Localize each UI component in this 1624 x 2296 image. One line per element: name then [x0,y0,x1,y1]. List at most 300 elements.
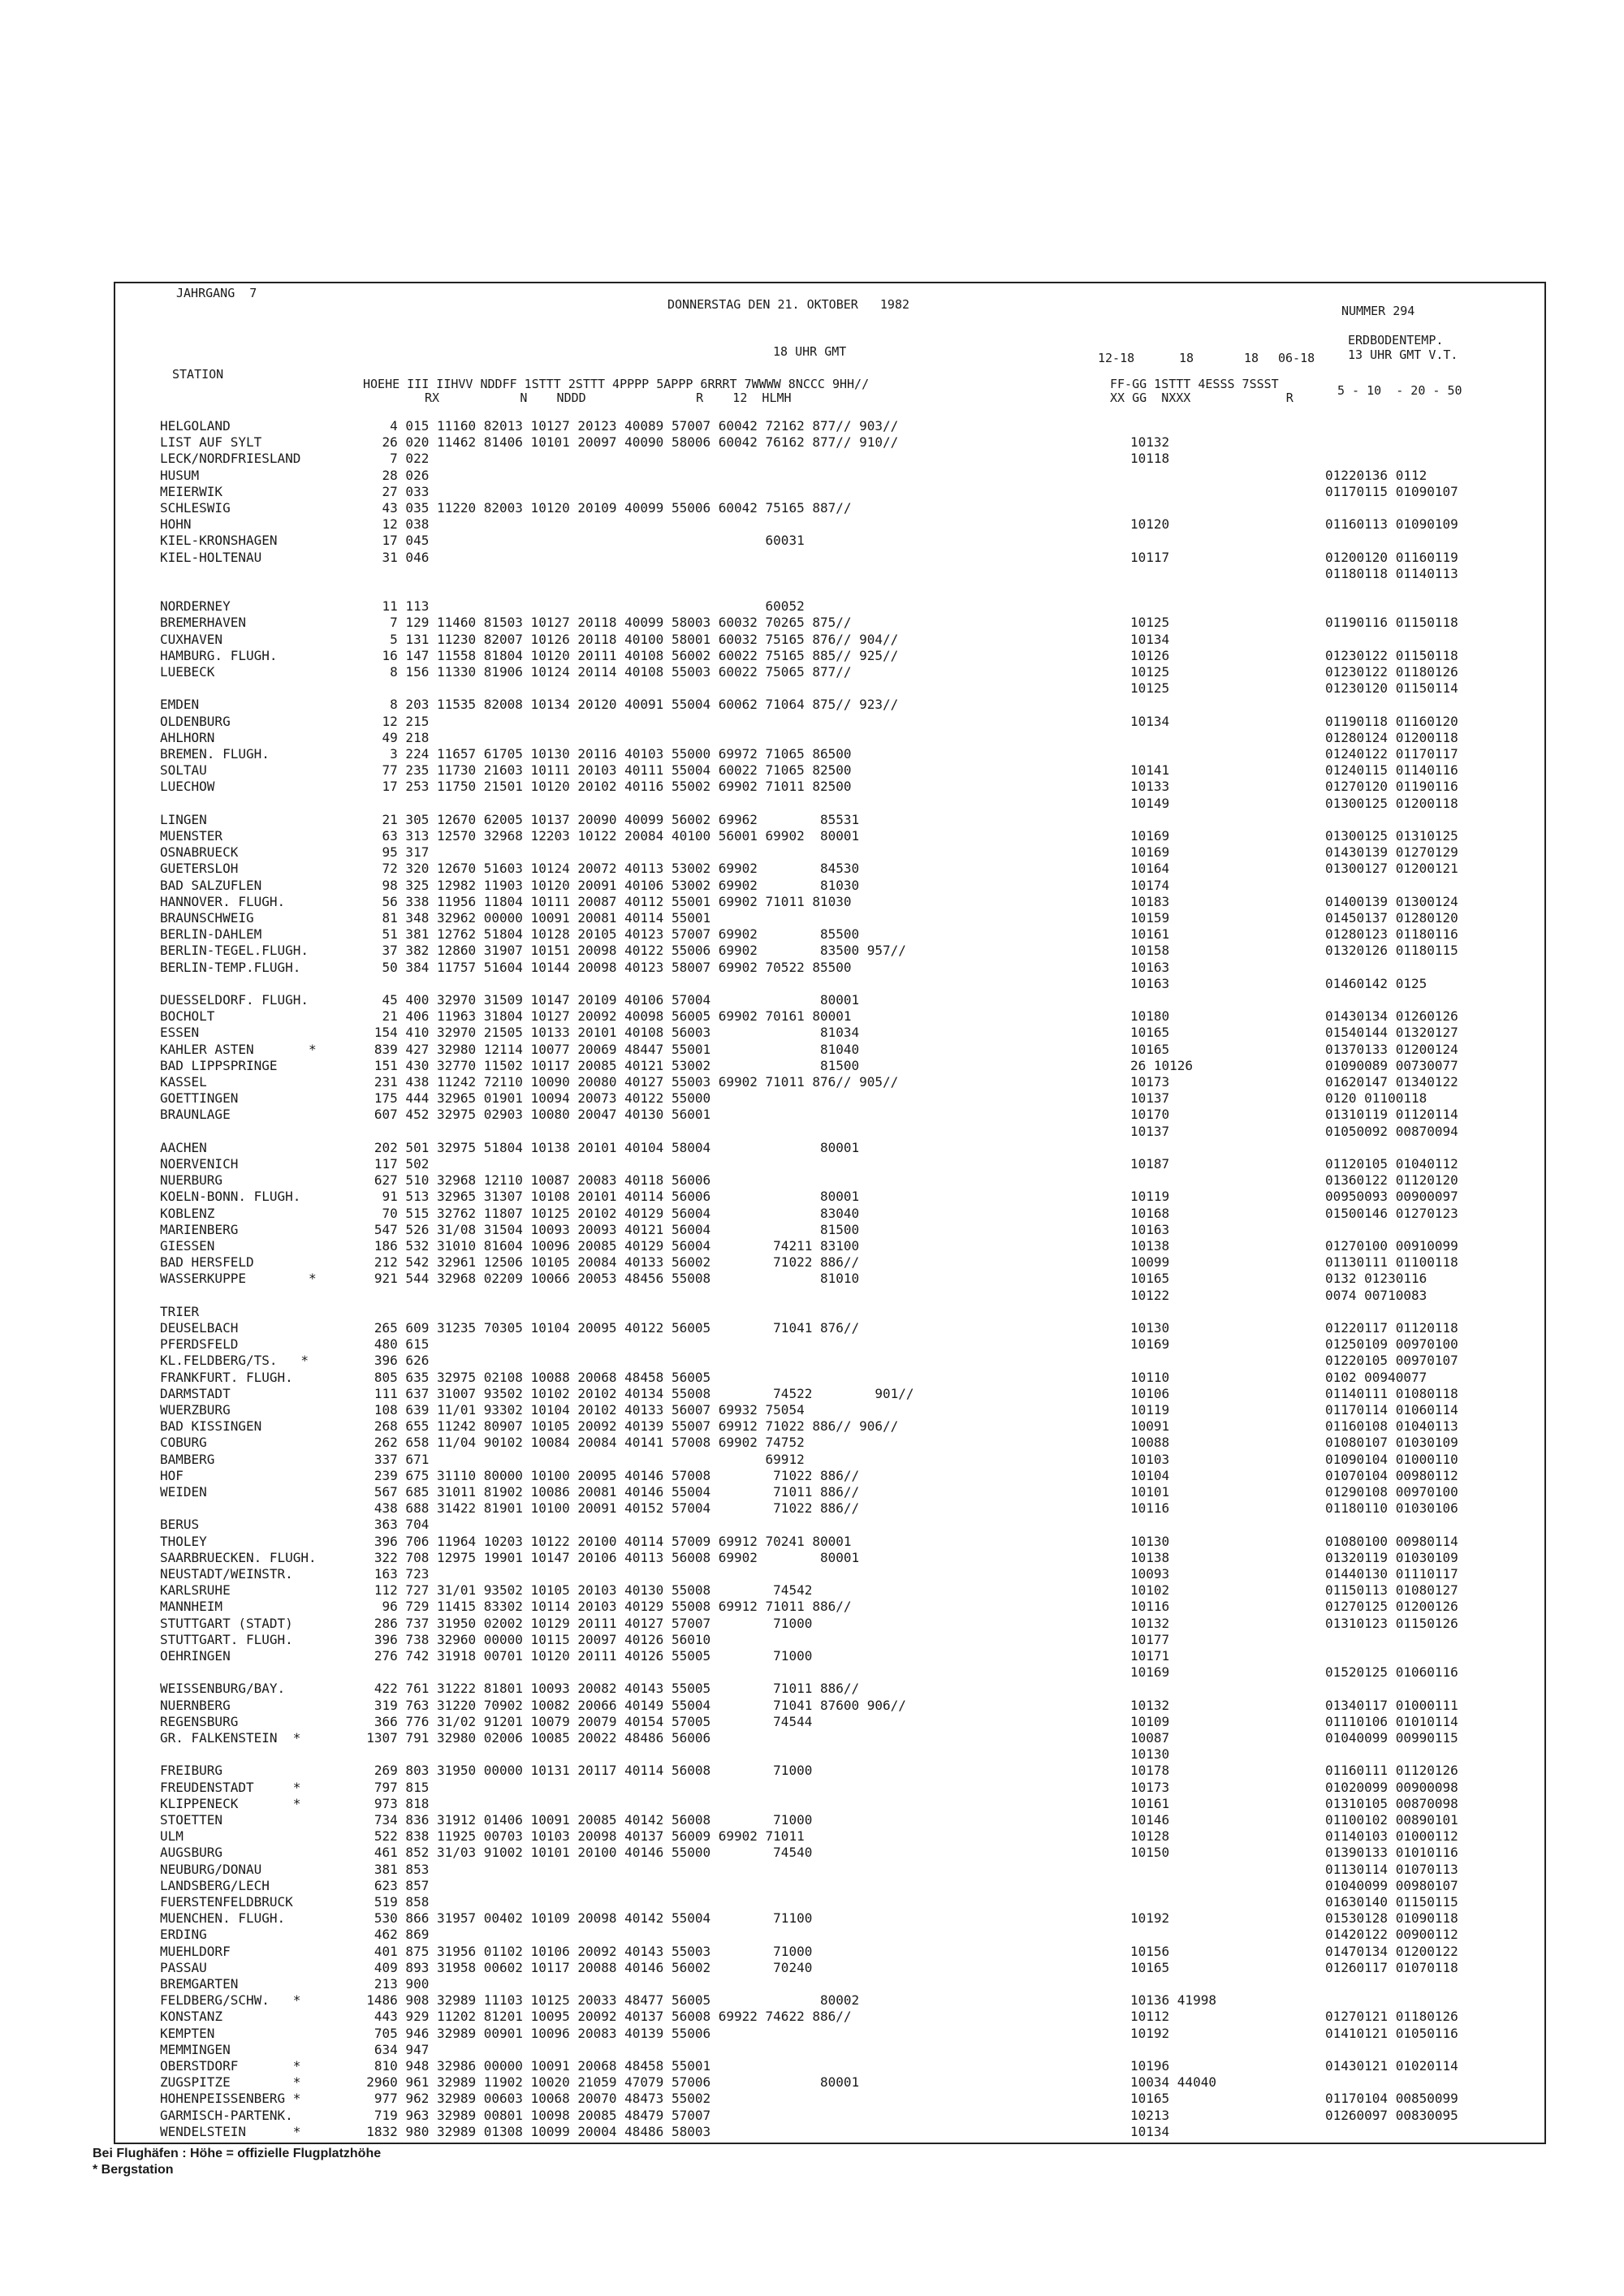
station-name: ZUGSPITZE * [160,2074,301,2091]
soil-temperature: 01280123 01180116 [1325,926,1458,943]
wind-gust-groups: 10169 [1130,828,1170,844]
wind-gust-groups: 10116 [1130,1599,1170,1615]
table-row [115,2074,1544,2091]
wind-gust-groups: 10132 [1130,434,1170,451]
station-name: KARLSRUHE [160,1582,231,1599]
station-name: BAD LIPPSPRINGE [160,1057,278,1073]
observation-groups: 112 727 31/01 93502 10105 20103 40130 55008 74542 [351,1582,813,1599]
station-name: MANNHEIM [160,1599,223,1615]
observation-groups: 8 203 11535 82008 10134 20120 40091 55004 60062 71064 875// 923// [351,697,899,713]
footnote-mountain-station: * Bergstation [93,2163,174,2177]
wind-gust-groups: 10196 [1130,2058,1170,2074]
observation-groups: 7 129 11460 81503 10127 20118 40099 58003 60032 70265 875// [351,615,852,631]
station-name: MEMMINGEN [160,2041,231,2057]
station-name: WEIDEN [160,1484,207,1500]
observation-groups: 21 406 11963 31804 10127 20092 40098 56005 69902 70161 80001 [351,1008,852,1025]
wind-gust-groups: 10213 [1130,2107,1170,2123]
wind-gust-groups: 10093 [1130,1566,1170,1582]
observation-groups: 239 675 31110 80000 10100 20095 40146 57008 71022 886// [351,1467,860,1483]
wind-gust-groups: 10126 [1130,647,1170,663]
observation-groups: 31 046 [351,549,430,565]
station-name: KLIPPENECK * [160,1795,301,1811]
table-row [115,893,1544,910]
observation-groups: 186 532 31010 81604 10096 20085 40129 56004 74211 83100 [351,1238,860,1254]
table-row [115,1811,1544,1828]
table-row [115,827,1544,844]
table-row [115,532,1544,549]
observation-groups: 108 639 11/01 93302 10104 20102 40133 56007 69932 75054 [351,1402,805,1418]
station-name: REGENSBURG [160,1713,239,1729]
year-label: JAHRGANG 7 [176,286,257,300]
table-row [115,1090,1544,1107]
table-row [115,1500,1544,1517]
station-name: BAMBERG [160,1451,215,1467]
table-row [115,1877,1544,1894]
wind-gust-groups: 10128 [1130,1828,1170,1845]
observation-groups: 3 224 11657 61705 10130 20116 40103 55000 69972 71065 86500 [351,746,852,762]
station-name: GR. FALKENSTEIN * [160,1730,301,1746]
observation-groups: 17 045 60031 [351,533,805,549]
table-row [115,1516,1544,1533]
table-row [115,434,1544,451]
soil-temperature: 01170114 01060114 [1325,1402,1458,1418]
wind-gust-groups: 10171 [1130,1648,1170,1664]
table-row [115,614,1544,631]
station-name: LECK/NORDFRIESLAND [160,451,301,467]
report-frame [93,282,1546,2177]
soil-temperature: 01150113 01080127 [1325,1582,1458,1599]
table-row [115,417,1544,434]
observation-groups: 623 857 [351,1877,430,1893]
wind-gust-groups: 10174 [1130,877,1170,893]
table-row [115,565,1544,582]
station-name: MUENSTER [160,828,223,844]
soil-temperature: 01130114 01070113 [1325,1861,1458,1877]
table-row [115,860,1544,877]
observation-groups: 810 948 32986 00000 10091 20068 48458 55001 [351,2058,711,2074]
observation-groups: 8 156 11330 81906 10124 20114 40108 55003 60022 75065 877// [351,664,852,680]
table-row [115,1844,1544,1861]
col-18b: 18 [1244,351,1259,365]
wind-gust-groups: 10169 [1130,844,1170,861]
table-row [115,1598,1544,1615]
soil-temperature: 01180110 01030106 [1325,1500,1458,1517]
table-row [115,991,1544,1008]
station-name: AACHEN [160,1139,207,1155]
obs-heading-2: RX N NDDD R 12 HLMH [425,391,792,405]
station-name: FRANKFURT. FLUGH. [160,1369,293,1385]
wind-gust-groups: 10137 [1130,1123,1170,1139]
soil-temperature: 01170115 01090107 [1325,483,1458,499]
observation-groups: 262 658 11/04 90102 10084 20084 40141 57008 69902 74752 [351,1435,805,1451]
observation-groups: 5 131 11230 82007 10126 20118 40100 58001 60032 75165 876// 904// [351,631,899,647]
table-row [115,1943,1544,1960]
soil-temperature: 01080100 00980114 [1325,1533,1458,1549]
table-row [115,1959,1544,1976]
table-row [115,942,1544,959]
station-name: WASSERKUPPE * [160,1271,317,1287]
wind-gust-groups: 10134 [1130,713,1170,729]
soil-temperature: 01290108 00970100 [1325,1484,1458,1500]
station-name: BRAUNSCHWEIG [160,910,254,926]
observation-groups: 111 637 31007 93502 10102 20102 40134 55008 74522 901// [351,1385,914,1401]
observation-groups: 202 501 32975 51804 10138 20101 40104 58004 80001 [351,1139,860,1155]
observation-groups: 530 866 31957 00402 10109 20098 40142 55004 71100 [351,1910,813,1927]
wind-gust-groups: 10104 [1130,1467,1170,1483]
table-row [115,1221,1544,1238]
soil-temperature: 01620147 01340122 [1325,1074,1458,1090]
soil-temp-time: 13 UHR GMT V.T. [1348,347,1458,362]
table-row [115,1565,1544,1582]
observation-groups: 81 348 32962 00000 10091 20081 40114 55001 [351,910,711,926]
station-name: OSNABRUECK [160,844,239,861]
observation-groups: 607 452 32975 02903 10080 20047 40130 56001 [351,1107,711,1123]
table-row [115,1664,1544,1681]
table-row [115,729,1544,746]
soil-temperature: 01220136 0112 [1325,467,1427,483]
observation-groups: 91 513 32965 31307 10108 20101 40114 56006 80001 [351,1189,860,1205]
observation-groups: 1307 791 32980 02006 10085 20022 48486 56006 [351,1730,711,1746]
observation-groups: 363 704 [351,1517,430,1533]
station-name: SOLTAU [160,762,207,779]
observation-groups: 337 671 69912 [351,1451,805,1467]
table-row [115,811,1544,828]
wind-gust-groups: 10132 [1130,1697,1170,1713]
table-row [115,1270,1544,1287]
station-name: MARIENBERG [160,1221,239,1237]
table-row [115,499,1544,516]
wind-gust-groups: 10102 [1130,1582,1170,1599]
wind-gust-groups: 10106 [1130,1385,1170,1401]
soil-temperature: 01110106 01010114 [1325,1713,1458,1729]
station-name: WENDELSTEIN * [160,2123,301,2139]
soil-temperature: 01070104 00980112 [1325,1467,1458,1483]
table-row [115,1615,1544,1632]
wind-gust-groups: 10130 [1130,1320,1170,1336]
soil-temperature: 01100102 00890101 [1325,1812,1458,1828]
station-name: KAHLER ASTEN * [160,1041,317,1057]
soil-temperature: 01520125 01060116 [1325,1664,1458,1681]
wind-gust-groups: 10168 [1130,1205,1170,1221]
observation-groups: 28 026 [351,467,430,483]
table-row [115,1975,1544,1992]
wind-gust-groups: 10150 [1130,1845,1170,1861]
col-12-18: 12-18 [1098,351,1135,365]
table-row [115,2025,1544,2042]
observation-groups: 21 305 12670 62005 10137 20090 40099 56002 69962 85531 [351,811,860,827]
wind-gust-groups: 10134 [1130,631,1170,647]
table-row [115,1746,1544,1763]
table-row [115,696,1544,713]
soil-temperature: 01180118 01140113 [1325,565,1458,581]
wind-gust-groups: 10165 [1130,1271,1170,1287]
observation-groups: 11 113 60052 [351,598,805,615]
soil-temperature: 01320126 01180115 [1325,943,1458,959]
wind-gust-groups: 10125 [1130,615,1170,631]
table-row [115,1713,1544,1730]
station-name: OLDENBURG [160,713,231,729]
wind-gust-groups: 10138 [1130,1238,1170,1254]
station-name: DUESSELDORF. FLUGH. [160,992,309,1008]
soil-temperature: 01340117 01000111 [1325,1697,1458,1713]
table-row [115,1336,1544,1353]
table-row [115,959,1544,976]
station-name: BREMEN. FLUGH. [160,746,270,762]
station-name: LIST AUF SYLT [160,434,262,451]
wind-gust-groups: 10163 [1130,975,1170,991]
issue-number: NUMMER 294 [1341,304,1415,318]
observation-groups: 522 838 11925 00703 10103 20098 40137 56009 69902 71011 [351,1828,805,1845]
observation-groups: 268 655 11242 80907 10105 20092 40139 55007 69912 71022 886// 906// [351,1418,899,1435]
observation-groups: 286 737 31950 02002 10129 20111 40127 57007 71000 [351,1615,813,1631]
wind-gust-groups: 10133 [1130,779,1170,795]
observation-groups: 627 510 32968 12110 10087 20083 40118 56006 [351,1172,711,1189]
wind-gust-groups: 10173 [1130,1074,1170,1090]
table-row [115,926,1544,943]
table-row [115,1287,1544,1304]
observation-groups: 381 853 [351,1861,430,1877]
table-row [115,1024,1544,1041]
observation-groups: 269 803 31950 00000 10131 20117 40114 56008 71000 [351,1763,813,1779]
soil-temperature: 01050092 00870094 [1325,1123,1458,1139]
wind-gust-groups: 10192 [1130,1910,1170,1927]
observation-groups: 977 962 32989 00603 10068 20070 48473 55002 [351,2091,711,2107]
observation-groups: 480 615 [351,1336,430,1353]
observation-groups: 98 325 12982 11903 10120 20091 40106 53002 69902 81030 [351,877,860,893]
table-row [115,1451,1544,1468]
station-name: BAD HERSFELD [160,1254,254,1271]
table-row [115,2041,1544,2058]
observation-groups: 45 400 32970 31509 10147 20109 40106 57004 80001 [351,992,860,1008]
wind-gust-groups: 10122 [1130,1287,1170,1303]
table-row [115,1861,1544,1878]
observation-groups: 212 542 32961 12506 10105 20084 40133 56002 71022 886// [351,1254,860,1271]
soil-temperature: 01230120 01150114 [1325,680,1458,697]
col-06-18: 06-18 [1278,351,1315,365]
wind-gust-groups: 10119 [1130,1402,1170,1418]
table-row [115,1254,1544,1271]
station-name: GIESSEN [160,1238,215,1254]
station-name: DARMSTADT [160,1385,231,1401]
table-row [115,762,1544,779]
table-row [115,877,1544,894]
table-row [115,516,1544,533]
soil-temperature: 0120 01100118 [1325,1090,1427,1107]
soil-temperature: 01410121 01050116 [1325,2025,1458,2041]
soil-temperature: 01020099 00900098 [1325,1779,1458,1795]
wind-gust-groups: 10161 [1130,1795,1170,1811]
table-row [115,1205,1544,1222]
station-name: LUEBECK [160,664,215,680]
wind-gust-groups: 10110 [1130,1369,1170,1385]
table-row [115,1303,1544,1320]
wind-gust-groups: 10130 [1130,1746,1170,1763]
wind-gust-groups: 10112 [1130,2009,1170,2025]
table-row [115,1483,1544,1500]
wind-gust-groups: 10130 [1130,1533,1170,1549]
observation-groups: 634 947 [351,2041,430,2057]
table-row [115,1762,1544,1779]
observation-groups: 7 022 [351,451,430,467]
station-name: LANDSBERG/LECH [160,1877,270,1893]
table-row [115,1369,1544,1386]
station-name: DEUSELBACH [160,1320,239,1336]
station-name: HOF [160,1467,184,1483]
observation-groups: 265 609 31235 70305 10104 20095 40122 56005 71041 876// [351,1320,860,1336]
soil-temperature: 0132 01230116 [1325,1271,1427,1287]
soil-temperature: 01200120 01160119 [1325,549,1458,565]
col-18a: 18 [1179,351,1194,365]
wind-gust-groups: 10103 [1130,1451,1170,1467]
observation-groups: 154 410 32970 21505 10133 20101 40108 56003 81034 [351,1025,860,1041]
table-row [115,663,1544,680]
observation-groups: 27 033 [351,483,430,499]
station-name: KOBLENZ [160,1205,215,1221]
table-row [115,778,1544,795]
wind-gust-groups: 10165 [1130,1041,1170,1057]
observation-groups: 95 317 [351,844,430,861]
obs-time-heading: 18 UHR GMT [773,344,847,359]
wind-gust-groups: 10177 [1130,1631,1170,1647]
soil-temperature: 01230122 01150118 [1325,647,1458,663]
wind-gust-groups: 10136 41998 [1130,1992,1216,2009]
wind-gust-groups: 10120 [1130,516,1170,533]
station-name: MUEHLDORF [160,1943,231,1959]
table-row [115,1352,1544,1369]
soil-temperature: 01420122 00900112 [1325,1927,1458,1943]
observation-groups: 4 015 11160 82013 10127 20123 40089 57007 60042 72162 877// 903// [351,418,899,434]
soil-temp-heading: ERDBODENTEMP. [1348,333,1444,347]
observation-groups: 49 218 [351,729,430,745]
station-name: GOETTINGEN [160,1090,239,1107]
wind-gust-groups: 10091 [1130,1418,1170,1435]
station-name: KEMPTEN [160,2025,215,2041]
observation-groups: 567 685 31011 81902 10086 20081 40146 55004 71011 886// [351,1484,860,1500]
observation-groups: 409 893 31958 00602 10117 20088 40146 56002 70240 [351,1959,813,1975]
observation-groups: 366 776 31/02 91201 10079 20079 40154 57005 74544 [351,1713,813,1729]
table-row [115,1008,1544,1025]
table-row [115,795,1544,812]
station-name: WEISSENBURG/BAY. [160,1681,286,1697]
station-name: PFERDSFELD [160,1336,239,1353]
station-name: BOCHOLT [160,1008,215,1025]
table-row [115,1828,1544,1845]
station-name: NEUBURG/DONAU [160,1861,262,1877]
soil-temperature: 01500146 01270123 [1325,1205,1458,1221]
wind-gust-groups: 10183 [1130,893,1170,909]
table-row [115,1729,1544,1746]
wind-gust-groups: 10101 [1130,1484,1170,1500]
station-name: STUTTGART. FLUGH. [160,1631,293,1647]
station-name: HUSUM [160,467,200,483]
station-name: HANNOVER. FLUGH. [160,893,286,909]
soil-temperature: 01240122 01170117 [1325,746,1458,762]
observation-groups: 50 384 11757 51604 10144 20098 40123 58007 69902 70522 85500 [351,959,852,975]
soil-temperature: 01130111 01100118 [1325,1254,1458,1271]
wind-gust-groups: 10088 [1130,1435,1170,1451]
station-name: STUTTGART (STADT) [160,1615,293,1631]
observation-groups: 2960 961 32989 11902 10020 21059 47079 57006 80001 [351,2074,860,2091]
wind-gust-groups: 10164 [1130,861,1170,877]
table-row [115,1401,1544,1418]
observation-groups: 396 626 [351,1353,430,1369]
wind-gust-groups: 10158 [1130,943,1170,959]
soil-temperature: 01260117 01070118 [1325,1959,1458,1975]
wind-gust-groups: 10117 [1130,549,1170,565]
wind-gust-groups: 10163 [1130,959,1170,975]
wind-gust-groups: 10165 [1130,1959,1170,1975]
soil-temperature: 01140111 01080118 [1325,1385,1458,1401]
table-row [115,1237,1544,1254]
observation-groups: 77 235 11730 21603 10111 20103 40111 55004 60022 71065 82500 [351,762,852,779]
wind-gust-groups: 10163 [1130,1221,1170,1237]
soil-temperature: 01240115 01140116 [1325,762,1458,779]
observation-groups: 319 763 31220 70902 10082 20066 40149 55004 71041 87600 906// [351,1697,906,1713]
table-row [115,745,1544,762]
observation-groups: 1486 908 32989 11103 10125 20033 48477 56005 80002 [351,1992,860,2009]
table-row [115,483,1544,500]
observation-groups: 96 729 11415 83302 10114 20103 40129 55008 69912 71011 886// [351,1599,852,1615]
station-name: HAMBURG. FLUGH. [160,647,278,663]
observation-groups: 72 320 12670 51603 10124 20072 40113 53002 69902 84530 [351,861,860,877]
ff-heading-1: FF-GG 1STTT 4ESSS 7SSST [1110,377,1279,391]
wind-gust-groups: 10170 [1130,1107,1170,1123]
station-name: SCHLESWIG [160,500,231,516]
station-name: NORDERNEY [160,598,231,615]
table-row [115,549,1544,566]
soil-temperature: 01080107 01030109 [1325,1435,1458,1451]
table-row [115,2107,1544,2124]
station-name: BERLIN-TEGEL.FLUGH. [160,943,309,959]
wind-gust-groups: 10137 [1130,1090,1170,1107]
station-name: BAD SALZUFLEN [160,877,262,893]
station-name: FUERSTENFELDBRUCK [160,1894,293,1910]
table-row [115,909,1544,926]
soil-temperature: 0102 00940077 [1325,1369,1427,1385]
station-name: HOHENPEISSENBERG * [160,2091,301,2107]
soil-temperature: 01220105 00970107 [1325,1353,1458,1369]
observation-groups: 213 900 [351,1976,430,1992]
table-row [115,1385,1544,1402]
station-name: EMDEN [160,697,200,713]
station-name: ESSEN [160,1025,200,1041]
soil-temperature: 01190118 01160120 [1325,713,1458,729]
soil-temperature: 01430134 01260126 [1325,1008,1458,1025]
soil-temperature: 00950093 00900097 [1325,1189,1458,1205]
soil-temperature: 01270100 00910099 [1325,1238,1458,1254]
wind-gust-groups: 10173 [1130,1779,1170,1795]
wind-gust-groups: 10119 [1130,1189,1170,1205]
table-row [115,1106,1544,1123]
observation-groups: 519 858 [351,1894,430,1910]
soil-temperature: 01170104 00850099 [1325,2091,1458,2107]
observation-groups: 12 038 [351,516,430,533]
table-row [115,1779,1544,1796]
table-row [115,1418,1544,1435]
table-row [115,1533,1544,1550]
soil-temperature: 01250109 00970100 [1325,1336,1458,1353]
table-row [115,581,1544,598]
station-name: LINGEN [160,811,207,827]
footnote-airports: Bei Flughäfen : Höhe = offizielle Flugplatzhöhe [93,2147,382,2160]
soil-temperature: 01360122 01120120 [1325,1172,1458,1189]
wind-gust-groups: 26 10126 [1130,1057,1194,1073]
observation-groups: 26 020 11462 81406 10101 20097 40090 58006 60042 76162 877// 910// [351,434,899,451]
station-name: KONSTANZ [160,2009,223,2025]
soil-temperature: 01300125 01310125 [1325,828,1458,844]
wind-gust-groups: 10141 [1130,762,1170,779]
station-name: NOERVENICH [160,1156,239,1172]
